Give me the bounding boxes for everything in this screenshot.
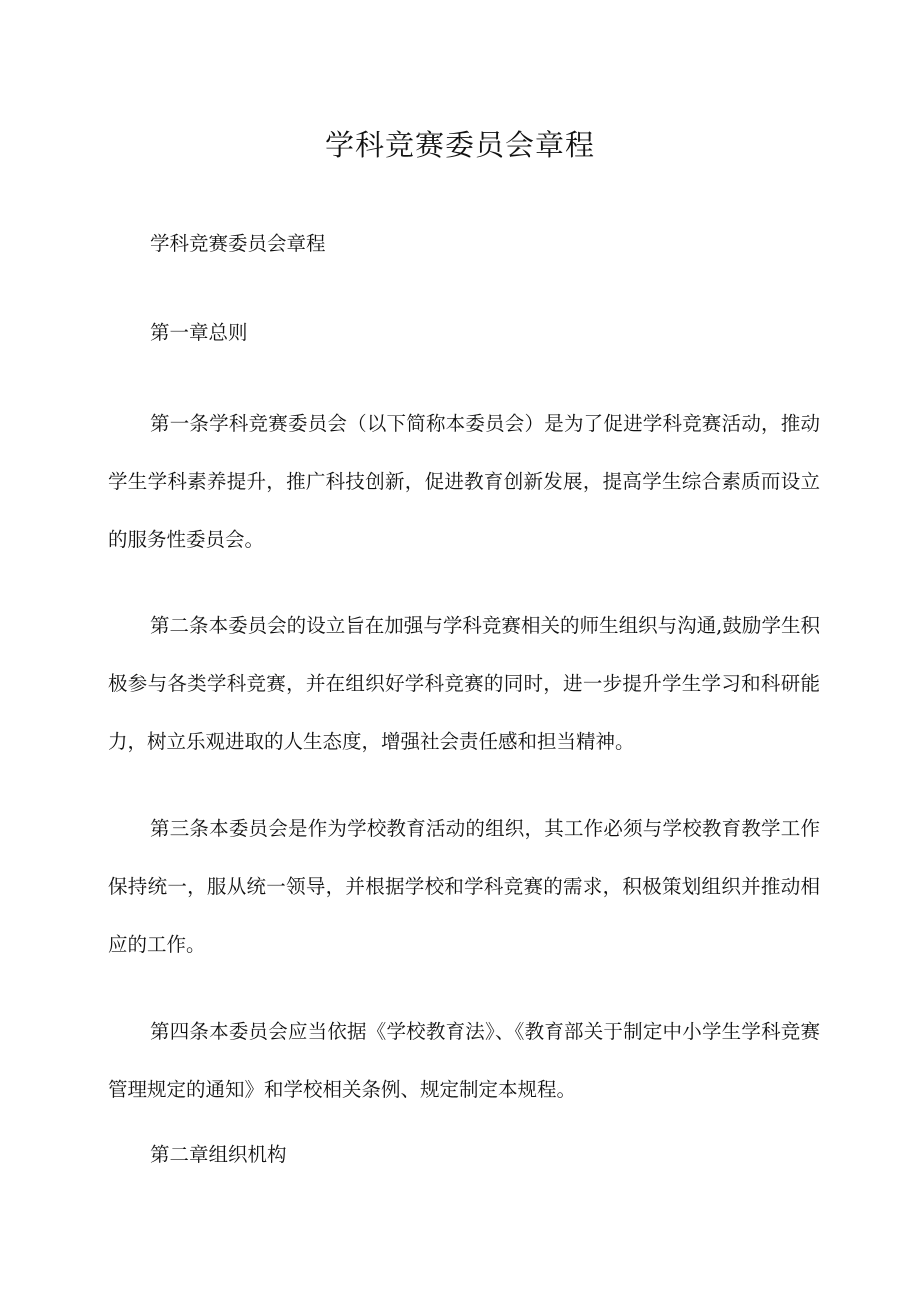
article-3-paragraph: 第三条本委员会是作为学校教育活动的组织，其工作必须与学校教育教学工作保持统一，服从统一领导，并根据学校和学科竞赛的需求，积极策划组织并推动相应的工作。 — [108, 817, 820, 956]
document-subtitle: 学科竞赛委员会章程 — [150, 232, 326, 255]
article-4-paragraph: 第四条本委员会应当依据《学校教育法》、《教育部关于制定中小学生学科竞赛管理规定的通知》和学校相关条例、规定制定本规程。 — [108, 1020, 820, 1101]
chapter-1-heading: 第一章总则 — [150, 321, 248, 344]
document-title: 学科竞赛委员会章程 — [324, 128, 595, 162]
chapter-2-heading: 第二章组织机构 — [150, 1143, 287, 1166]
article-2-paragraph: 第二条本委员会的设立旨在加强与学科竞赛相关的师生组织与沟通,鼓励学生积极参与各类学科竞赛，并在组织好学科竞赛的同时，进一步提升学生学习和科研能力，树立乐观进取的人生态度，增强社会责任感和担当精神。 — [108, 614, 820, 753]
article-1-paragraph: 第一条学科竞赛委员会（以下简称本委员会）是为了促进学科竞赛活动，推动学生学科素养提升，推广科技创新，促进教育创新发展，提高学生综合素质而设立的服务性委员会。 — [108, 412, 820, 551]
